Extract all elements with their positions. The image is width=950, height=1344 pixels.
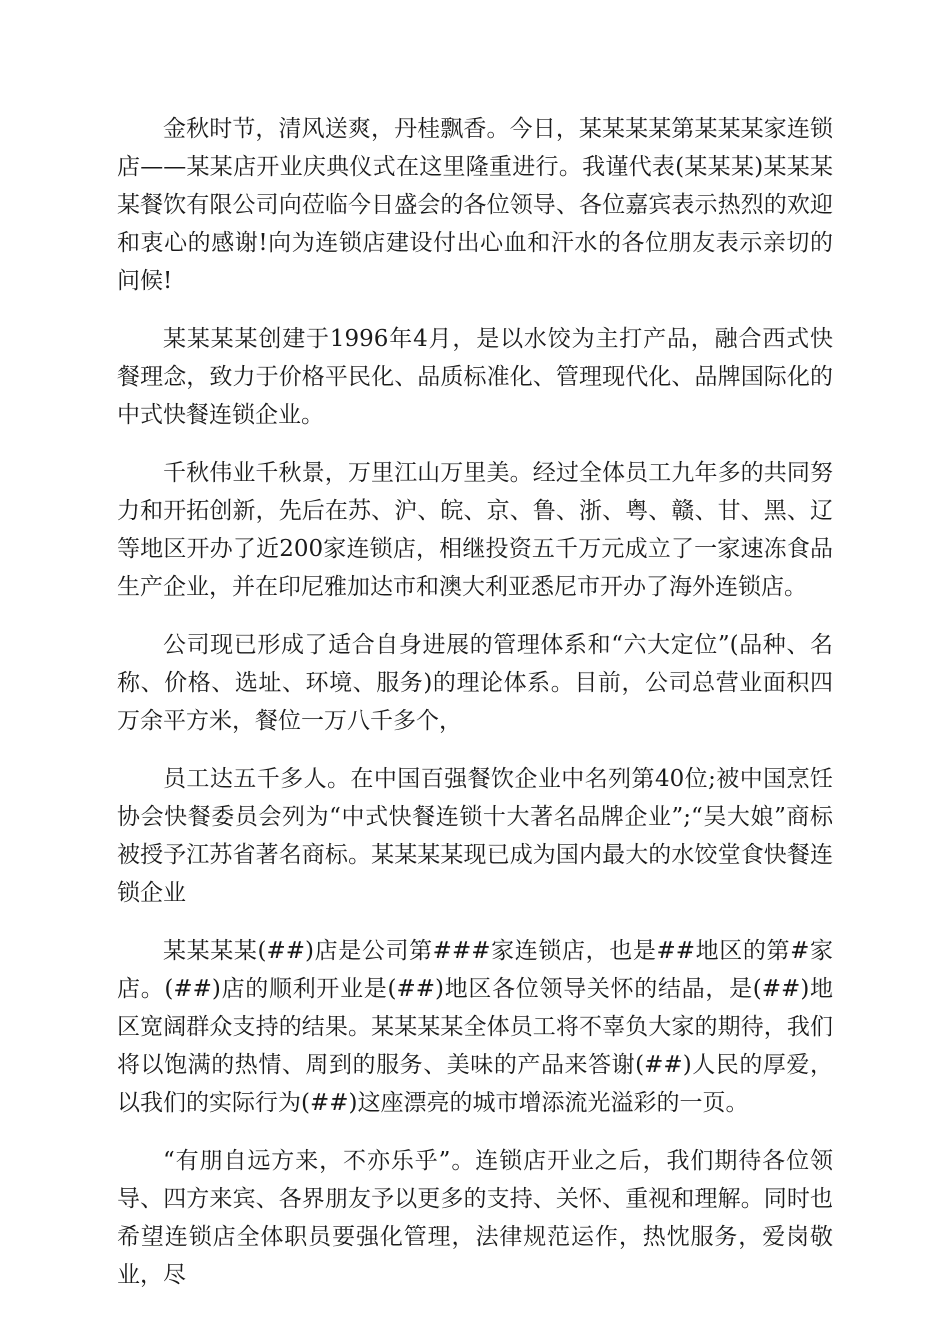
paragraph-company-expansion: 千秋伟业千秋景，万里江山万里美。经过全体员工九年多的共同努力和开拓创新，先后在苏、沪、皖、京、鲁、浙、粤、赣、甘、黑、辽等地区开办了近200家连锁店，相继投资五千万元成立了一家速冻食品生产企业，并在印尼雅加达市和澳大利亚悉尼市开办了海外连锁店。 [117, 460, 833, 600]
paragraph-management-system: 公司现已形成了适合自身进展的管理体系和“六大定位”(品种、名称、价格、选址、环境、服务)的理论体系。目前，公司总营业面积四万余平方米，餐位一万八千多个， [117, 632, 833, 734]
paragraph-company-founding: 某某某某创建于1996年4月，是以水饺为主打产品，融合西式快餐理念，致力于价格平民化、品质标准化、管理现代化、品牌国际化的中式快餐连锁企业。 [117, 326, 833, 428]
paragraph-store-opening: 某某某某(##)店是公司第###家连锁店，也是##地区的第#家店。(##)店的顺利开业是(##)地区各位领导关怀的结晶，是(##)地区宽阔群众支持的结果。某某某某全体员工将不辜负大家的期待，我们将以饱满的热情、周到的服务、美味的产品来答谢(##)人民的厚爱，以我们的实际行为(##)这座漂亮的城市增添流光溢彩的一页。 [117, 938, 833, 1116]
document-body [117, 110, 833, 1314]
paragraph-closing-wishes: “有朋自远方来，不亦乐乎”。连锁店开业之后，我们期待各位领导、四方来宾、各界朋友予以更多的支持、关怀、重视和理解。同时也希望连锁店全体职员要强化管理，法律规范运作，热忱服务，爱岗敬业，尽 [117, 1148, 833, 1288]
paragraph-opening-greeting: 金秋时节，清风送爽，丹桂飘香。今日，某某某某第某某某家连锁店——某某店开业庆典仪式在这里隆重进行。我谨代表(某某某)某某某某餐饮有限公司向莅临今日盛会的各位领导、各位嘉宾表示热烈的欢迎和衷心的感谢!向为连锁店建设付出心血和汗水的各位朋友表示亲切的问候! [117, 116, 833, 294]
paragraph-staff-and-awards: 员工达五千多人。在中国百强餐饮企业中名列第40位;被中国烹饪协会快餐委员会列为“中式快餐连锁十大著名品牌企业”;“吴大娘”商标被授予江苏省著名商标。某某某某现已成为国内最大的水饺堂食快餐连锁企业 [117, 766, 833, 906]
